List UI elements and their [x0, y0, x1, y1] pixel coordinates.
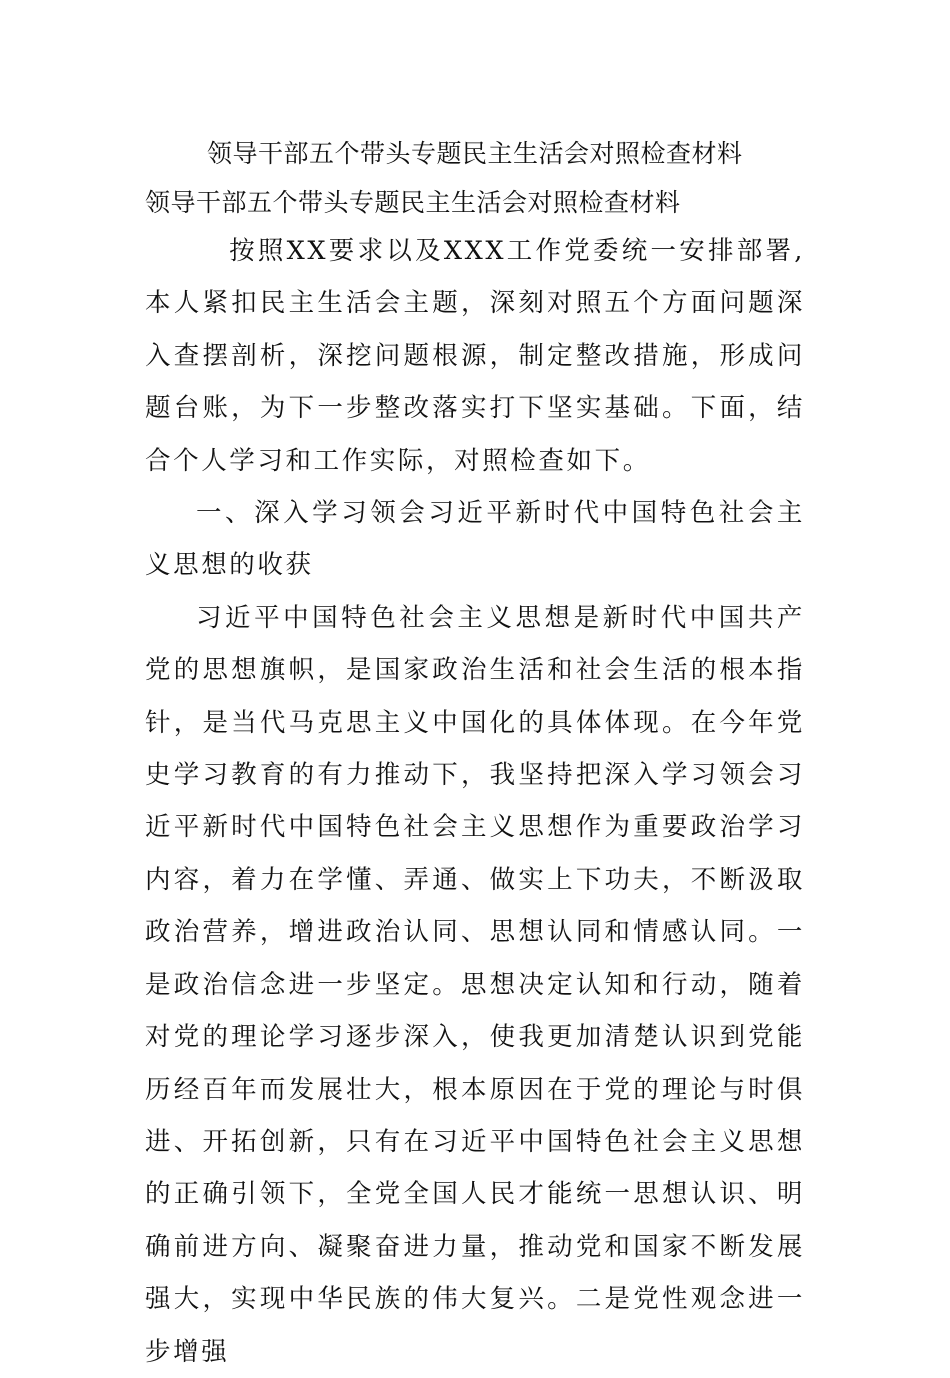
document-title: 领导干部五个带头专题民主生活会对照检查材料 — [207, 139, 743, 168]
document-subtitle: 领导干部五个带头专题民主生活会对照检查材料 — [145, 188, 681, 217]
intro-paragraph: 按照XX要求以及XXX工作党委统一安排部署,本人紧扣民主生活会主题，深刻对照五个方面问题深入查摆剖析，深挖问题根源，制定整改措施，形成问题台账，为下一步整改落实打下坚实基础。下面，结合个人学习和工作实际，对照检查如下。 — [145, 236, 805, 476]
body-paragraph: 习近平中国特色社会主义思想是新时代中国共产党的思想旗帜，是国家政治生活和社会生活的根本指针，是当代马克思主义中国化的具体体现。在今年党史学习教育的有力推动下，我坚持把深入学习领会习近平新时代中国特色社会主义思想作为重要政治学习内容，着力在学懂、弄通、做实上下功夫，不断汲取政治营养，增进政治认同、思想认同和情感认同。一是政治信念进一步坚定。思想决定认知和行动，随着对党的理论学习逐步深入，使我更加清楚认识到党能历经百年而发展壮大，根本原因在于党的理论与时俱进、开拓创新，只有在习近平中国特色社会主义思想的正确引领下，全党全国人民才能统一思想认识、明确前进方向、凝聚奋进力量，推动党和国家不断发展强大，实现中华民族的伟大复兴。二是党性观念进一步增强 — [145, 602, 805, 1367]
document-body — [145, 225, 805, 1378]
section-heading: 一、深入学习领会习近平新时代中国特色社会主义思想的收获 — [145, 498, 805, 581]
